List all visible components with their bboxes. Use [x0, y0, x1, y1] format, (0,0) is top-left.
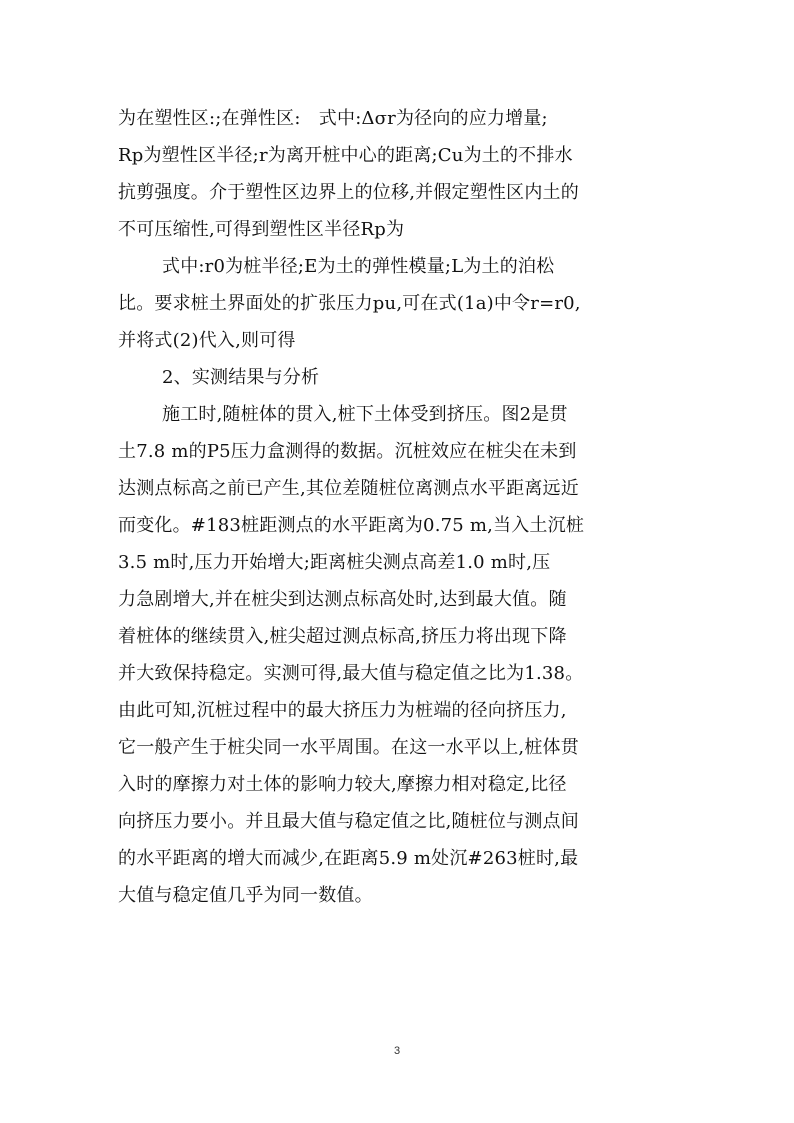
text-line: 不可压缩性,可得到塑性区半径Rp为	[118, 219, 405, 240]
text-line: 入时的摩擦力对土体的影响力较大,摩擦力相对稳定,比径	[118, 774, 567, 795]
section-heading: 2、实测结果与分析	[162, 367, 320, 388]
document-body	[118, 100, 678, 914]
text-line: 它一般产生于桩尖同一水平周围。在这一水平以上,桩体贯	[118, 737, 579, 758]
text-line: 为在塑性区:;在弹性区: 式中:Δσr为径向的应力增量;	[118, 108, 548, 129]
text-line: 比。要求桩土界面处的扩张压力pu,可在式(1a)中令r=r0,	[118, 293, 581, 314]
page-number: 3	[393, 1045, 401, 1057]
text-line: Rp为塑性区半径;r为离开桩中心的距离;Cu为土的不排水	[118, 145, 573, 166]
text-line: 而变化。#183桩距测点的水平距离为0.75 m,当入土沉桩	[118, 515, 585, 536]
text-line: 的水平距离的增大而减少,在距离5.9 m处沉#263桩时,最	[118, 848, 579, 869]
text-line: 土7.8 m的P5压力盒测得的数据。沉桩效应在桩尖在未到	[118, 441, 577, 462]
paragraph-first-line: 施工时,随桩体的贯入,桩下土体受到挤压。图2是贯	[162, 404, 568, 425]
text-line: 并大致保持稳定。实测可得,最大值与稳定值之比为1.38。	[118, 663, 584, 684]
text-line: 着桩体的继续贯入,桩尖超过测点标高,挤压力将出现下降	[118, 626, 567, 647]
text-line: 大值与稳定值几乎为同一数值。	[118, 885, 373, 906]
text-line: 3.5 m时,压力开始增大;距离桩尖测点高差1.0 m时,压	[118, 552, 551, 573]
paragraph-first-line: 式中:r0为桩半径;E为土的弹性模量;L为土的泊松	[162, 256, 555, 277]
text-line: 向挤压力要小。并且最大值与稳定值之比,随桩位与测点间	[118, 811, 579, 832]
text-line: 并将式(2)代入,则可得	[118, 330, 296, 351]
text-line: 抗剪强度。介于塑性区边界上的位移,并假定塑性区内土的	[118, 182, 579, 203]
text-line: 力急剧增大,并在桩尖到达测点标高处时,达到最大值。随	[118, 589, 567, 610]
text-line: 达测点标高之前已产生,其位差随桩位离测点水平距离远近	[118, 478, 579, 499]
text-line: 由此可知,沉桩过程中的最大挤压力为桩端的径向挤压力,	[118, 700, 567, 721]
